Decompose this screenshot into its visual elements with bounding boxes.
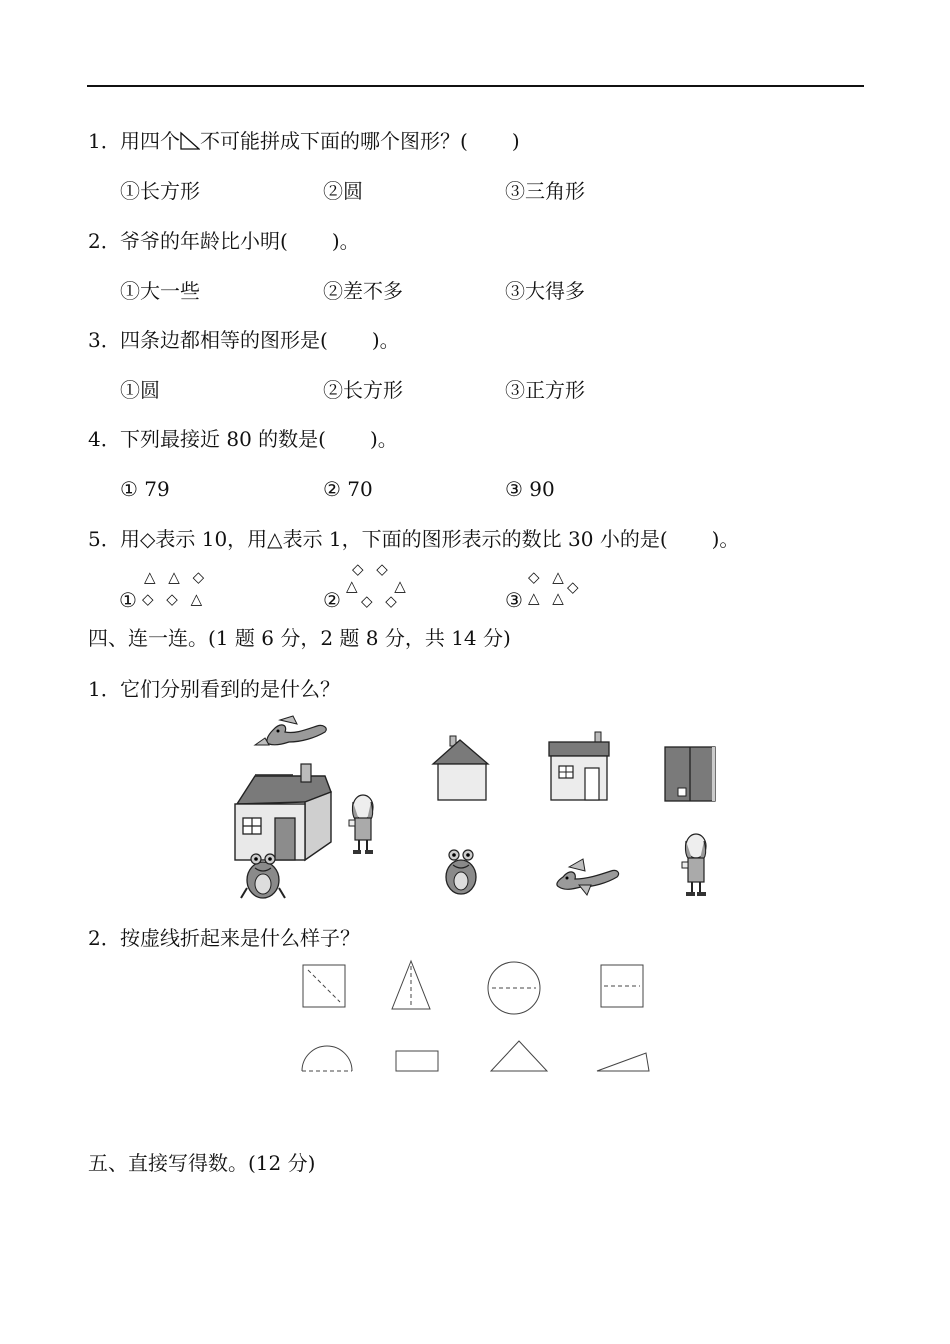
q2-option-1[interactable]: ①大一些 [120,279,200,303]
triangle-fold-shape[interactable] [389,958,433,1012]
scene-illustration [225,712,395,902]
answer-paren-close: ) [511,129,520,153]
question-text: 四条边都相等的图形是( [120,328,328,352]
q5-option-3-shapes-bottom: △ △ [528,589,568,607]
view-house-front-simple[interactable] [430,734,492,804]
q5-option-3-shapes-top: ◇ △ [528,568,568,586]
q5-option-3-shapes-side: ◇ [567,578,583,596]
bird-icon [255,716,326,745]
q2-option-2[interactable]: ②差不多 [323,279,403,303]
q5-option-2-shapes-top: ◇ ◇ [352,560,392,578]
bird-icon[interactable] [553,857,623,897]
answer-paren-close: )。 [371,328,400,352]
girl-icon [349,795,373,854]
question-number: 3． [88,328,121,352]
answer-paren-close: )。 [369,427,398,451]
view-house-side[interactable] [545,730,613,804]
question-2 [88,228,360,254]
question-5 [88,526,739,552]
section-4-title: 四、连一连。(1 题 6 分，2 题 8 分，共 14 分) [88,626,511,650]
q1-option-1[interactable]: ①长方形 [120,179,200,203]
rectangle-shape[interactable] [393,1048,441,1074]
question-text: 不可能拼成下面的哪个图形？( [200,129,468,153]
square-midline-fold-shape[interactable] [598,962,646,1010]
question-number: 1． [88,677,121,701]
section-4-question-2 [88,925,360,951]
right-triangle-shape[interactable] [594,1048,652,1074]
frog-icon[interactable] [440,845,482,897]
q4-option-1[interactable]: ① 79 [120,477,170,501]
q5-option-2-shapes-mid: △ △ [346,577,422,595]
question-4 [88,426,398,452]
question-3 [88,327,400,353]
q4-option-3[interactable]: ③ 90 [505,477,555,501]
right-triangle-icon [180,131,200,151]
question-text: 用四个 [120,129,180,153]
question-text: 它们分别看到的是什么？ [120,677,340,701]
q5-option-1-shapes-bottom: ◇ ◇ △ [142,590,207,608]
question-text: 用◇表示 10，用△表示 1，下面的图形表示的数比 30 小的是( [120,527,668,551]
q3-option-2[interactable]: ②长方形 [323,378,403,402]
q5-option-1-mark[interactable]: ① [119,588,137,612]
question-number: 2． [88,926,121,950]
question-number: 4． [88,427,121,451]
question-text: 爷爷的年龄比小明( [120,229,288,253]
section-5-title: 五、直接写得数。(12 分) [88,1151,316,1175]
question-text: 按虚线折起来是什么样子？ [120,926,360,950]
top-rule [87,85,864,87]
q4-option-2[interactable]: ② 70 [323,477,373,501]
q3-option-1[interactable]: ①圆 [120,378,160,402]
question-text: 下列最接近 80 的数是( [120,427,326,451]
q1-option-3[interactable]: ③三角形 [505,179,585,203]
q2-option-3[interactable]: ③大得多 [505,279,585,303]
q5-option-3-mark[interactable]: ③ [505,588,523,612]
house-icon [235,764,331,860]
question-number: 2． [88,229,121,253]
view-house-top[interactable] [662,744,718,804]
isosceles-triangle-shape[interactable] [488,1038,550,1074]
answer-paren-close: )。 [331,229,360,253]
q5-option-1-shapes-top: △ △ ◇ [144,568,209,586]
q5-option-2-shapes-bottom: ◇ ◇ [361,592,401,610]
circle-fold-shape[interactable] [486,960,542,1016]
question-1 [88,128,520,154]
semicircle-shape[interactable] [299,1043,355,1075]
section-4-question-1 [88,676,340,702]
question-number: 1． [88,129,121,153]
q5-option-2-mark[interactable]: ② [323,588,341,612]
question-number: 5． [88,527,121,551]
answer-paren-close: )。 [711,527,740,551]
square-diagonal-fold-shape[interactable] [300,962,348,1010]
q3-option-3[interactable]: ③正方形 [505,378,585,402]
q1-option-2[interactable]: ②圆 [323,179,363,203]
girl-icon[interactable] [676,832,716,900]
